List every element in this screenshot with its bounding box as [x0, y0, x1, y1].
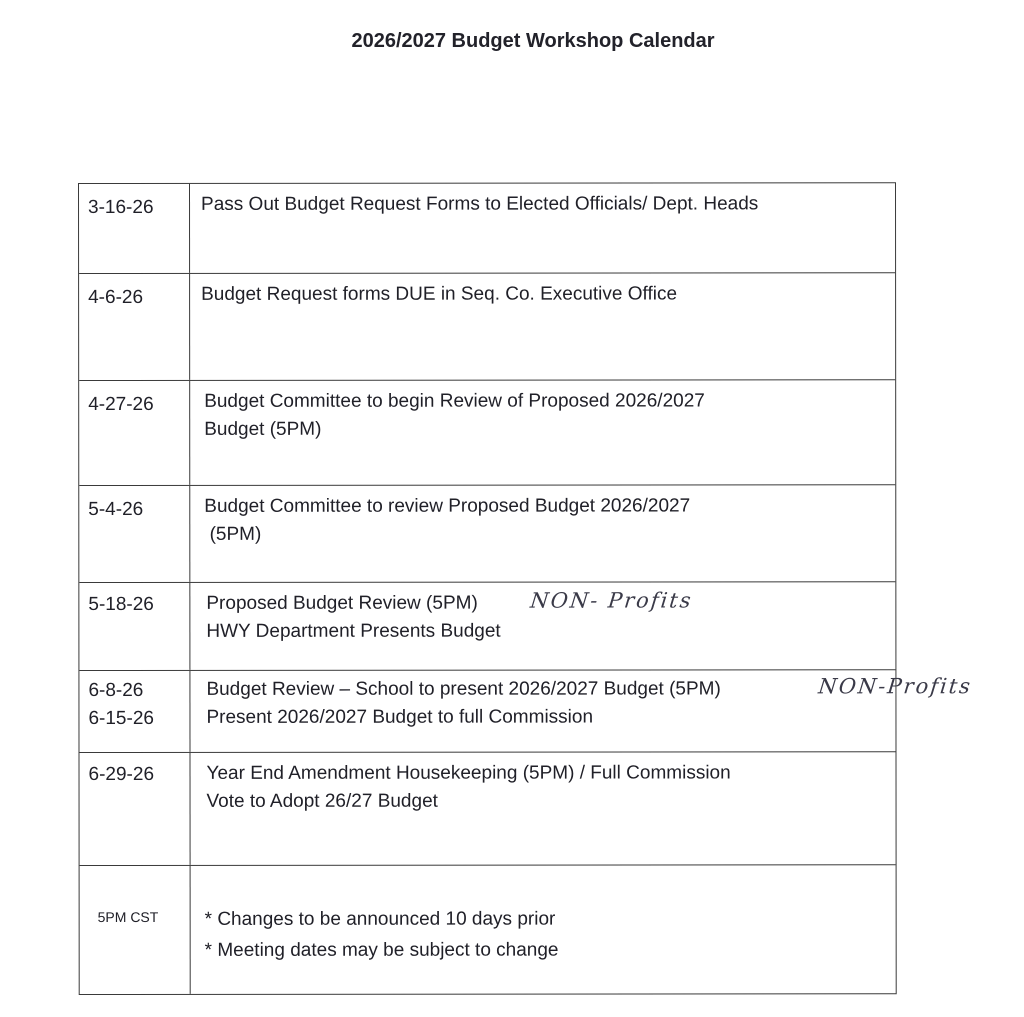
time-note: 5PM CST — [97, 908, 159, 925]
description-line: (5PM) — [204, 523, 262, 545]
handwritten-note: NON- Profits — [529, 588, 694, 613]
description-line: Budget Request forms DUE in Seq. Co. Executive Office — [201, 283, 678, 305]
date-cell — [79, 274, 190, 380]
footer-note: * Changes to be announced 10 days prior — [204, 908, 556, 930]
table-row — [79, 752, 895, 866]
description-cell — [190, 752, 895, 865]
description-line: Pass Out Budget Request Forms to Elected Officials/ Dept. Heads — [201, 193, 759, 215]
description-line: Budget (5PM) — [204, 418, 322, 440]
description-line: Year End Amendment Housekeeping (5PM) / Full Commission — [206, 762, 731, 784]
table-row — [79, 273, 895, 381]
description-cell — [190, 183, 895, 273]
meeting-date: 5-18-26 — [88, 593, 154, 615]
date-cell — [79, 753, 190, 865]
description-cell — [190, 582, 895, 670]
workshop-calendar-table — [78, 182, 974, 995]
description-line: Present 2026/2027 Budget to full Commission — [206, 706, 594, 728]
description-cell — [190, 485, 895, 582]
table-row — [79, 485, 895, 583]
meeting-date: 6-29-26 — [88, 763, 155, 785]
table-row — [79, 183, 895, 274]
table-row — [79, 380, 895, 486]
description-line: Budget Committee to begin Review of Proposed 2026/2027 — [204, 390, 705, 412]
description-cell — [190, 670, 974, 752]
table-row — [79, 670, 974, 753]
meeting-date: 4-27-26 — [88, 393, 154, 415]
date-cell — [79, 486, 190, 582]
meeting-date: 3-16-26 — [88, 196, 154, 218]
date-cell — [79, 381, 190, 485]
notes-cell — [191, 865, 896, 994]
page-title: 2026/2027 Budget Workshop Calendar — [351, 30, 715, 52]
meeting-date: 6-15-26 — [88, 707, 154, 729]
meeting-date: 6-8-26 — [88, 679, 144, 701]
table-row — [79, 582, 895, 671]
date-cell — [79, 184, 190, 273]
date-cell — [79, 671, 190, 752]
time-note-cell — [80, 866, 191, 994]
date-cell — [79, 583, 190, 670]
description-line: Vote to Adopt 26/27 Budget — [206, 790, 438, 812]
description-line: HWY Department Presents Budget — [206, 620, 501, 642]
description-line: Budget Review – School to present 2026/2027 Budget (5PM) — [206, 678, 721, 700]
description-line: Budget Committee to review Proposed Budget 2026/2027 — [204, 495, 691, 517]
handwritten-note: NON-Profits — [817, 674, 974, 699]
footer-row — [80, 865, 896, 994]
footer-note: * Meeting dates may be subject to change — [204, 939, 559, 961]
description-cell — [190, 380, 895, 485]
meeting-date: 4-6-26 — [88, 286, 144, 308]
description-cell — [190, 273, 895, 380]
description-line: Proposed Budget Review (5PM) — [206, 592, 478, 614]
meeting-date: 5-4-26 — [88, 498, 144, 520]
